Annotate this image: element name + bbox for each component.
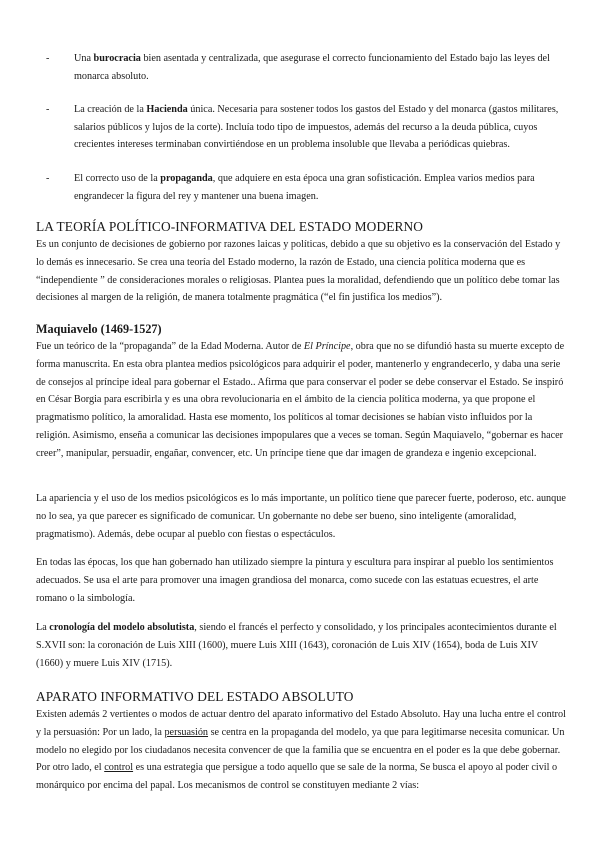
bullet-dash: - [46,53,50,64]
maquiavelo-paragraph-2: La apariencia y el uso de los medios psicológicos es lo más importante, un político tiene que parecer fuerte, poderoso, etc. aunque no lo sea, ya que parecer es significado de comunicar. Un gobernante no debe ser bueno, sino inteligente (amoralidad, pragmatismo). Además, debe ocupar al pueblo con fiestas o espectáculos. [36,493,566,540]
bullet-text: El correcto uso de la propaganda, que adquiere en esta época una gran sofisticación. Emplea varios medios para engrandecer la figura del rey y mantener una buena imagen. [74,172,535,202]
section-heading-aparato: APARATO INFORMATIVO DEL ESTADO ABSOLUTO [36,689,354,704]
maquiavelo-paragraph-3: En todas las épocas, los que han gobernado han utilizado siempre la pintura y escultura para inspirar al pueblo los sentimientos adecuados. Se usa el arte para promover una imagen grandiosa del monarca, como sucede con las estatuas ecuestres, el arte romano o la simbología. [36,557,554,604]
bullet-item-hacienda [36,101,566,154]
maquiavelo-paragraph-4: La cronología del modelo absolutista, siendo el francés el perfecto y consolidado, y los principales acontecimientos durante el S.XVII son: la coronación de Luis XIII (1600), muere Luis XIII (1643), coronación de Luis XIV (1654), boda de Luis XIV (1660) y muere Luis XIV (1715). [36,622,557,669]
maquiavelo-paragraph-1: Fue un teórico de la “propaganda” de la Edad Moderna. Autor de El Príncipe, obra que no se difundió hasta su muerte excepto de forma manuscrita. En esta obra plantea medios psicológicos para adquirir el poder, mantenerlo y engrandecerlo, y daba una serie de consejos al príncipe ideal para gobernar el Estado.. Afirma que para conservar el poder se debe conservar el Estado. Se inspiró en César Borgia para escribirla y es una obra revolucionaria en el ámbito de la ciencia política moderna, ya que propone el pragmatismo político, la amoralidad. Hasta ese momento, los políticos al tomar decisiones se habían visto influidos por la religión. Asimismo, enseña a comunicar las decisiones impopulares que a veces se toman. Según Maquiavelo, “gobernar es hacer creer”, manipular, persuadir, engañar, convencer, etc. Un príncipe tiene que dar imagen de grandeza e ingenio excepcional. [36,341,565,459]
bullet-text: Una burocracia bien asentada y centralizada, que asegurase el correcto funcionamiento del Estado bajo las leyes del monarca absoluto. [74,53,550,82]
section-teoria-paragraph: Es un conjunto de decisiones de gobierno por razones laicas y políticas, debido a que su objetivo es la conservación del Estado y lo demás es innecesario. Se crea una teoría del Estado moderno, la razón de Estado, una ciencia política moderna que es “independiente ” de consideraciones morales o religiosas. Plantea pues la moralidad, defendiendo que un político debe tomar las decisiones al margen de la religión, de manera totalmente pragmática (“el fin justifica los medios”). [36,239,561,304]
bullet-text: La creación de la Hacienda única. Necesaria para sostener todos los gastos del Estado y del monarca (gastos militares, salarios públicos y lujos de la corte). Incluía todo tipo de impuestos, además del recurso a la deuda pública, cuyos crecientes intereses terminaban convirtiéndose en un problema insoluble que llevaba a periódicas quiebras. [74,104,559,151]
bullet-dash: - [46,172,50,184]
section-heading-teoria: LA TEORÍA POLÍTICO-INFORMATIVA DEL ESTADO MODERNO [36,219,424,234]
bullet-dash: - [46,104,50,116]
bullet-item-burocracia [36,50,566,85]
aparato-paragraph: Existen además 2 vertientes o modos de actuar dentro del aparato informativo del Estado Absoluto. Hay una lucha entre el control y la persuasión: Por un lado, la persuasión se centra en la propaganda del modelo, ya que para legitimarse necesita comunicar. Un modelo no elegido por los ciudadanos necesita convencer de que la familia que se encuentra en el poder es la que debe gobernar. Por otro lado, el control es una estrategia que persigue a todo aquello que se sale de la norma, Se busca el apoyo al poder civil o monárquico por encima del papal. Los mecanismos de control se constituyen mediante 2 vías: [36,709,566,792]
bullet-list [36,50,566,221]
bullet-item-propaganda [36,170,566,205]
subheading-maquiavelo: Maquiavelo (1469-1527) [36,322,162,336]
